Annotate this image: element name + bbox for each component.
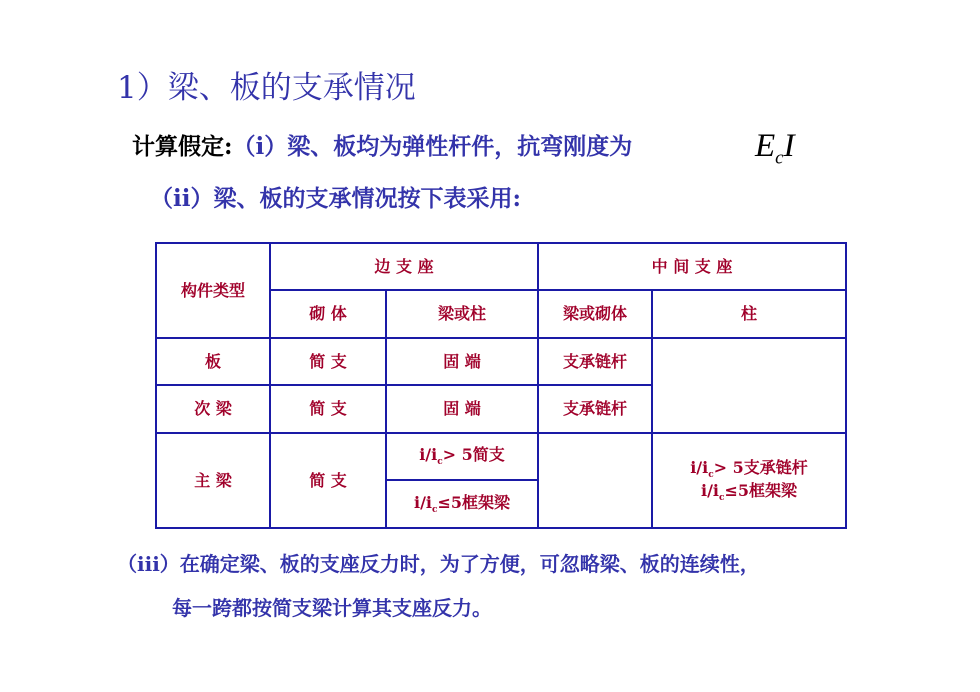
row-secondary-beam-masonry: 简 支	[270, 385, 386, 433]
row-secondary-beam-beam-or-masonry: 支承链杆	[538, 385, 652, 433]
assumption-text: （i）梁、板均为弹性杆件，抗弯刚度为	[232, 133, 633, 160]
row-secondary-beam-beam-or-column: 固 端	[386, 385, 538, 433]
row-main-beam-upper-condition: $i/i_c> 5$简支	[386, 433, 538, 480]
row-secondary-beam-name: 次 梁	[156, 385, 270, 433]
assumption-line	[132, 128, 632, 161]
subheader-column: 柱	[652, 290, 846, 338]
formula-tail: I	[783, 128, 795, 164]
stiffness-formula	[755, 128, 795, 170]
subheader-beam-or-column: 梁或柱	[386, 290, 538, 338]
row-main-beam-column	[652, 433, 846, 528]
row-slab-beam-or-masonry: 支承链杆	[538, 338, 652, 385]
assumption-label: 计算假定:	[132, 133, 233, 160]
header-middle-support: 中 间 支 座	[538, 243, 846, 290]
header-member-type: 构件类型	[156, 243, 270, 338]
column-condition-line-2: $i/i_c\le 5$框架梁	[700, 480, 798, 503]
row-main-beam-lower-condition: $i/i_c\le 5$框架梁	[386, 480, 538, 528]
note-paragraph-line-2: 每一跨都按简支梁计算其支座反力。	[172, 596, 492, 620]
page-title: 1）梁、板的支承情况	[117, 70, 416, 106]
row-main-beam-masonry: 简 支	[270, 433, 386, 528]
table-row	[156, 338, 846, 385]
subheader-masonry: 砌 体	[270, 290, 386, 338]
table-row	[156, 433, 846, 480]
row-slab-name: 板	[156, 338, 270, 385]
formula-main: E	[755, 128, 776, 164]
empty-column-cell	[652, 338, 846, 433]
table-intro: （ii）梁、板的支承情况按下表采用:	[150, 185, 521, 212]
note-paragraph-line-1: （iii）在确定梁、板的支座反力时，为了方便，可忽略梁、板的连续性，	[117, 552, 760, 576]
formula-subscript: c	[775, 147, 784, 169]
row-slab-beam-or-column: 固 端	[386, 338, 538, 385]
header-edge-support: 边 支 座	[270, 243, 538, 290]
column-condition-line-1: $i/i_c> 5$支承链杆	[690, 457, 808, 480]
row-main-beam-name: 主 梁	[156, 433, 270, 528]
row-main-beam-empty-cell	[538, 433, 652, 528]
subheader-beam-or-masonry: 梁或砌体	[538, 290, 652, 338]
row-slab-masonry: 简 支	[270, 338, 386, 385]
support-table	[155, 242, 847, 529]
